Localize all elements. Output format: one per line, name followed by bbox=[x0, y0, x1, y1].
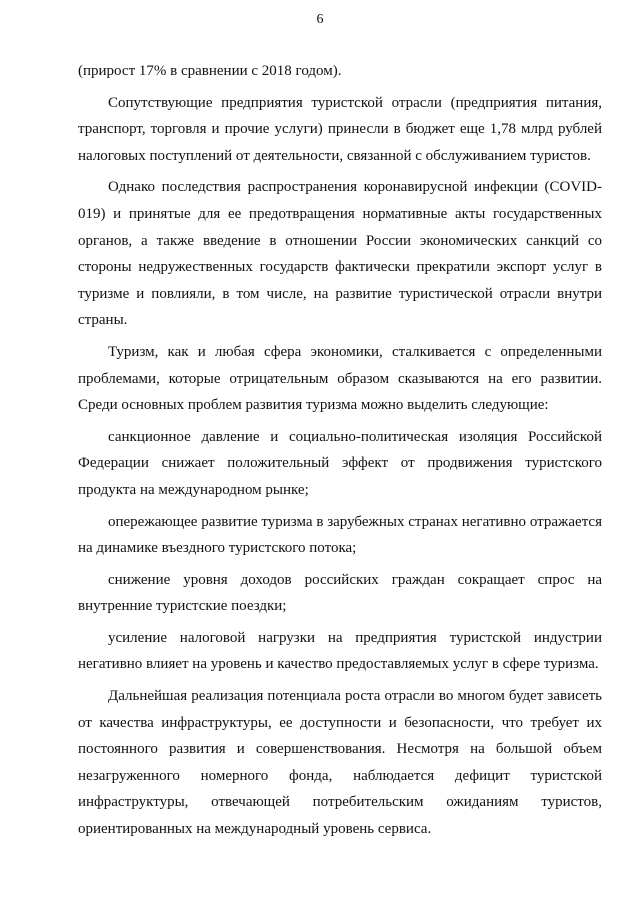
paragraph-1: (прирост 17% в сравнении с 2018 годом). bbox=[78, 63, 342, 79]
page-number: 6 bbox=[316, 12, 324, 27]
list-item-foreign-tourism: опережающее развитие туризма в зарубежных странах негативно отражается на динамике въездного туристского потока; bbox=[78, 513, 602, 557]
list-item-income-decline: снижение уровня доходов российских граждан сокращает спрос на внутренние туристские поездки; bbox=[78, 571, 602, 615]
paragraph-4: Туризм, как и любая сфера экономики, сталкивается с определенными проблемами, которые отрицательным образом сказываются на его развитии. Среди основных проблем развития туризма можно выделить следующие: bbox=[78, 343, 602, 414]
list-item-sanctions: санкционное давление и социально-политическая изоляция Российской Федерации снижает положительный эффект от продвижения туристского продукта на международном рынке; bbox=[78, 428, 602, 498]
paragraph-2: Сопутствующие предприятия туристской отрасли (предприятия питания, транспорт, торговля и прочие услуги) принесли в бюджет еще 1,78 млрд рублей налоговых поступлений от деятельности, связанной с обслуживанием туристов. bbox=[78, 94, 602, 164]
list-item-tax-burden: усиление налоговой нагрузки на предприятия туристской индустрии негативно влияет на уровень и качество предоставляемых услуг в сфере туризма. bbox=[78, 629, 602, 673]
paragraph-infrastructure: Дальнейшая реализация потенциала роста отрасли во многом будет зависеть от качества инфраструктуры, ее доступности и безопасности, что требует их постоянного развития и совершенствования. Несмотря на большой объем незагруженного номерного фонда, наблюдается дефицит туристской инфраструктуры, отвечающей потребительским ожиданиям туристов, ориентированных на международный уровень сервиса. bbox=[78, 688, 602, 838]
document-body bbox=[78, 58, 602, 843]
paragraph-3: Однако последствия распространения коронавирусной инфекции (COVID-019) и принятые для ее предотвращения нормативные акты государственных органов, а также введение в отношении России экономических санкций со стороны недружественных государств фактически прекратили экспорт услуг в туризме и повлияли, в том числе, на развитие туристической отрасли внутри страны. bbox=[78, 179, 602, 329]
